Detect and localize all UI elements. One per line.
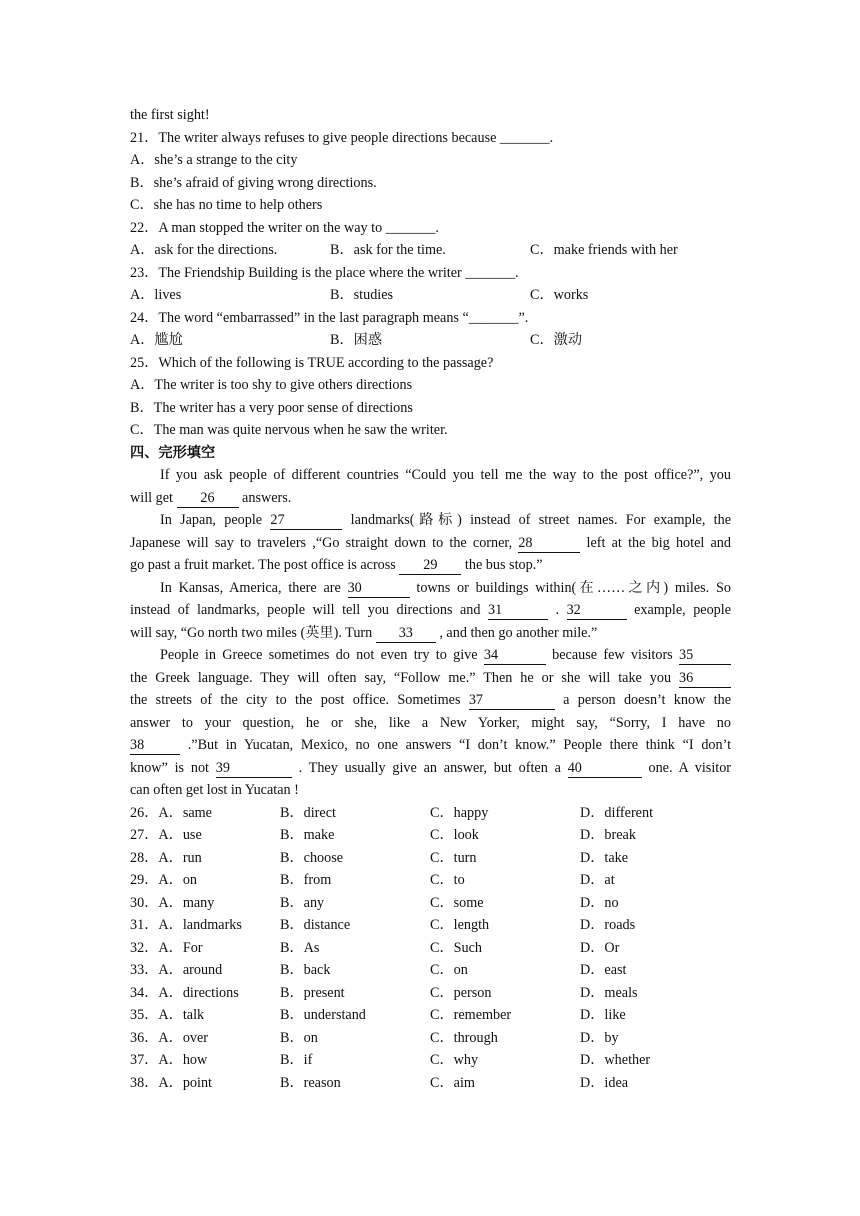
passage-text: left at the big hotel and <box>586 534 731 551</box>
cloze-option-b[interactable] <box>280 847 430 870</box>
passage-text: will say, “Go north two miles (英里). Turn <box>130 624 373 641</box>
passage-text: will get <box>130 489 173 506</box>
cloze-option-row <box>130 1004 731 1027</box>
passage-line <box>130 644 731 667</box>
blank-31[interactable]: 31 <box>488 602 548 620</box>
cloze-option-row <box>130 1072 731 1095</box>
passage-text: . They usually give an answer, but often a <box>298 759 561 776</box>
passage-line <box>130 577 731 600</box>
option-text: B．on <box>280 1029 318 1046</box>
cloze-option-c[interactable] <box>430 847 580 870</box>
passage-text: Japanese will say to travelers ,“Go straight down to the corner, <box>130 534 513 551</box>
passage-line <box>130 487 731 510</box>
option-text: B．distance <box>280 917 351 933</box>
question-number: 38． <box>130 1074 159 1091</box>
option-text: D．like <box>580 1007 626 1023</box>
passage-line <box>130 689 731 712</box>
cloze-option-d[interactable] <box>580 847 628 870</box>
option-text: A．point <box>158 1074 212 1091</box>
passage-text: instead of landmarks, people will tell you directions and <box>130 602 481 618</box>
cloze-option-b[interactable] <box>280 959 430 982</box>
cloze-option-b[interactable] <box>280 802 430 825</box>
passage-text: towns or buildings within(在……之内) miles. So <box>416 579 731 596</box>
option-text: C．Such <box>430 939 483 956</box>
blank-35[interactable]: 35 <box>679 647 731 665</box>
passage-line <box>130 509 731 532</box>
question-25-option-a: A．The writer is too shy to give others directions <box>130 377 413 393</box>
cloze-option-b[interactable] <box>280 914 430 937</box>
blank-33[interactable]: 33 <box>376 625 436 643</box>
option-text: C．some <box>430 894 484 911</box>
option-text: B．direct <box>280 804 336 821</box>
question-22-option-c: C．make friends with her <box>530 242 678 258</box>
option-text: D．take <box>580 849 629 866</box>
cloze-option-a[interactable] <box>130 869 280 892</box>
option-text: B．make <box>280 827 335 843</box>
cloze-option-a[interactable] <box>130 982 280 1005</box>
option-text: C．through <box>430 1029 498 1046</box>
question-21-option-a: A．she’s a strange to the city <box>130 152 298 168</box>
question-25-option-b: B．The writer has a very poor sense of directions <box>130 399 413 416</box>
previous-passage-ending: the first sight! <box>130 107 210 123</box>
question-23-option-b: B．studies <box>330 287 394 303</box>
cloze-option-row <box>130 1049 731 1072</box>
question-24-option-c: C．激动 <box>530 332 583 348</box>
option-text: C．aim <box>430 1074 475 1091</box>
option-text: D．Or <box>580 939 620 956</box>
passage-text: because few visitors <box>552 647 673 663</box>
cloze-option-a[interactable] <box>130 1027 280 1050</box>
passage-text: go past a fruit market. The post office is across <box>130 557 396 573</box>
cloze-option-d[interactable] <box>580 892 619 915</box>
cloze-option-a[interactable] <box>130 1049 280 1072</box>
option-text: C．length <box>430 917 490 933</box>
option-text: A．around <box>158 962 223 978</box>
blank-28[interactable]: 28 <box>518 535 580 553</box>
option-text: A．many <box>158 894 215 911</box>
question-number: 26． <box>130 804 159 821</box>
cloze-option-c[interactable] <box>430 1049 580 1072</box>
passage-text: the bus stop.” <box>464 557 543 573</box>
question-21-option-c: C．she has no time to help others <box>130 197 323 213</box>
blank-36[interactable]: 36 <box>679 670 731 688</box>
option-text: B．reason <box>280 1074 341 1091</box>
option-text: A．use <box>158 827 202 843</box>
passage-text: one. A visitor <box>648 759 731 776</box>
cloze-option-row <box>130 847 731 870</box>
option-text: C．turn <box>430 849 477 866</box>
cloze-option-c[interactable] <box>430 892 580 915</box>
option-text: C．person <box>430 984 492 1001</box>
blank-30[interactable]: 30 <box>348 580 410 598</box>
cloze-option-c[interactable] <box>430 937 580 960</box>
cloze-option-b[interactable] <box>280 1027 430 1050</box>
cloze-option-a[interactable] <box>130 892 280 915</box>
cloze-option-d[interactable] <box>580 1049 650 1072</box>
passage-line <box>130 667 731 690</box>
option-text: D．idea <box>580 1074 629 1091</box>
option-text: D．at <box>580 872 615 888</box>
cloze-option-a[interactable] <box>130 1004 280 1027</box>
question-23-option-c: C．works <box>530 287 589 303</box>
option-text: C．remember <box>430 1007 512 1023</box>
blank-39[interactable]: 39 <box>216 760 292 778</box>
question-number: 32． <box>130 939 159 956</box>
passage-text: .”But in Yucatan, Mexico, no one answers “I don’t know.” People there think “I don’t <box>187 737 731 753</box>
cloze-option-c[interactable] <box>430 802 580 825</box>
passage-line <box>130 734 731 757</box>
option-text: C．why <box>430 1052 479 1068</box>
option-text: D．by <box>580 1029 619 1046</box>
cloze-option-d[interactable] <box>580 1004 626 1027</box>
cloze-option-a[interactable] <box>130 824 280 847</box>
question-23-stem: 23．The Friendship Building is the place where the writer _______. <box>130 264 519 281</box>
blank-26[interactable]: 26 <box>177 490 239 508</box>
cloze-option-b[interactable] <box>280 1004 430 1027</box>
option-text: B．understand <box>280 1007 366 1023</box>
option-text: A．landmarks <box>158 917 242 933</box>
cloze-option-b[interactable] <box>280 1049 430 1072</box>
passage-text: If you ask people of different countries “Could you tell me the way to the post office?”, you <box>160 467 731 483</box>
blank-32[interactable]: 32 <box>567 602 627 620</box>
cloze-option-a[interactable] <box>130 959 280 982</box>
passage-text: the Greek language. They will often say, “Follow me.” Then he or she will take you <box>130 669 672 686</box>
question-number: 35． <box>130 1007 159 1023</box>
option-text: B．present <box>280 984 345 1001</box>
cloze-option-a[interactable] <box>130 1072 280 1095</box>
passage-text: landmarks(路标) instead of street names. For example, the <box>350 512 731 528</box>
passage-line <box>130 532 731 555</box>
blank-37[interactable]: 37 <box>469 692 555 710</box>
passage-text: , and then go another mile.” <box>439 624 598 641</box>
passage-text: answer to your question, he or she, like a New Yorker, might say, “Sorry, I have no <box>130 714 731 731</box>
passage-line <box>130 554 731 577</box>
cloze-option-row <box>130 869 731 892</box>
passage-text: can often get lost in Yucatan ! <box>130 782 299 798</box>
question-24-stem: 24．The word “embarrassed” in the last paragraph means “_______”. <box>130 309 529 326</box>
cloze-option-d[interactable] <box>580 982 638 1005</box>
document-page <box>130 104 731 1094</box>
option-text: D．east <box>580 962 627 978</box>
question-number: 36． <box>130 1029 159 1046</box>
cloze-option-d[interactable] <box>580 1072 628 1095</box>
option-text: B．choose <box>280 849 344 866</box>
question-number: 30． <box>130 894 159 911</box>
option-text: C．look <box>430 827 479 843</box>
question-24-option-a: A．尴尬 <box>130 332 183 348</box>
cloze-option-b[interactable] <box>280 869 430 892</box>
cloze-option-row <box>130 824 731 847</box>
question-25-option-c: C．The man was quite nervous when he saw the writer. <box>130 422 448 438</box>
option-text: D．meals <box>580 984 638 1001</box>
cloze-option-d[interactable] <box>580 914 635 937</box>
passage-text: example, people <box>634 602 731 618</box>
option-text: A．For <box>158 939 203 956</box>
cloze-options-list <box>130 802 731 1095</box>
cloze-option-d[interactable] <box>580 937 619 960</box>
option-text: D．roads <box>580 917 636 933</box>
option-text: C．on <box>430 962 468 978</box>
blank-27[interactable]: 27 <box>270 512 342 530</box>
cloze-option-c[interactable] <box>430 1004 580 1027</box>
passage-text: know” is not <box>130 759 209 776</box>
blank-29[interactable]: 29 <box>399 557 461 575</box>
cloze-option-row <box>130 959 731 982</box>
question-number: 37． <box>130 1052 159 1068</box>
cloze-option-row <box>130 914 731 937</box>
cloze-option-row <box>130 982 731 1005</box>
cloze-option-c[interactable] <box>430 1072 580 1095</box>
passage-text: . <box>555 602 560 618</box>
option-text: A．directions <box>158 984 239 1001</box>
cloze-option-row <box>130 892 731 915</box>
cloze-option-c[interactable] <box>430 1027 580 1050</box>
question-number: 28． <box>130 849 159 866</box>
option-text: D．no <box>580 894 619 911</box>
option-text: B．from <box>280 872 332 888</box>
option-text: A．run <box>158 849 202 866</box>
cloze-option-b[interactable] <box>280 982 430 1005</box>
blank-34[interactable]: 34 <box>484 647 546 665</box>
question-22-option-b: B．ask for the time. <box>330 242 446 258</box>
cloze-option-row <box>130 937 731 960</box>
passage-text: a person doesn’t know the <box>563 692 731 708</box>
section-heading: 四、完形填空 <box>130 444 216 461</box>
cloze-option-a[interactable] <box>130 937 280 960</box>
cloze-option-c[interactable] <box>430 982 580 1005</box>
passage-text: In Kansas, America, there are <box>160 579 341 596</box>
question-21-option-b: B．she’s afraid of giving wrong directions. <box>130 174 377 191</box>
question-21-stem: 21．The writer always refuses to give people directions because _______. <box>130 129 554 146</box>
question-23-option-a: A．lives <box>130 287 182 303</box>
cloze-option-c[interactable] <box>430 824 580 847</box>
cloze-option-a[interactable] <box>130 802 280 825</box>
cloze-option-c[interactable] <box>430 914 580 937</box>
question-22-options <box>130 239 731 262</box>
cloze-option-a[interactable] <box>130 847 280 870</box>
cloze-option-b[interactable] <box>280 1072 430 1095</box>
cloze-option-c[interactable] <box>430 869 580 892</box>
question-22-option-a: A．ask for the directions. <box>130 242 278 258</box>
passage-line <box>130 622 731 645</box>
passage-text: People in Greece sometimes do not even try to give <box>160 647 478 663</box>
cloze-option-b[interactable] <box>280 937 430 960</box>
option-text: B．if <box>280 1052 313 1068</box>
question-number: 31． <box>130 917 159 933</box>
cloze-option-row <box>130 802 731 825</box>
question-23-options <box>130 284 731 307</box>
option-text: B．back <box>280 962 331 978</box>
cloze-option-b[interactable] <box>280 824 430 847</box>
cloze-option-a[interactable] <box>130 914 280 937</box>
option-text: A．over <box>158 1029 209 1046</box>
option-text: B．As <box>280 939 320 956</box>
option-text: A．same <box>158 804 212 821</box>
option-text: B．any <box>280 894 325 911</box>
cloze-option-d[interactable] <box>580 959 627 982</box>
question-24-option-b: B．困惑 <box>330 332 383 348</box>
cloze-option-b[interactable] <box>280 892 430 915</box>
option-text: D．break <box>580 827 636 843</box>
option-text: A．how <box>158 1052 208 1068</box>
cloze-option-c[interactable] <box>430 959 580 982</box>
passage-line <box>130 464 731 487</box>
cloze-option-row <box>130 1027 731 1050</box>
option-text: A．on <box>158 872 198 888</box>
passage-line <box>130 757 731 780</box>
passage-text: In Japan, people <box>160 512 263 528</box>
passage-text: the streets of the city to the post office. Sometimes <box>130 692 461 708</box>
option-text: D．whether <box>580 1052 651 1068</box>
blank-40[interactable]: 40 <box>568 760 642 778</box>
question-number: 33． <box>130 962 159 978</box>
option-text: A．talk <box>158 1007 205 1023</box>
question-number: 29． <box>130 872 159 888</box>
option-text: D．different <box>580 804 654 821</box>
question-number: 27． <box>130 827 159 843</box>
question-number: 34． <box>130 984 159 1001</box>
question-22-stem: 22．A man stopped the writer on the way to _______. <box>130 219 439 236</box>
question-24-options <box>130 329 731 352</box>
passage-line <box>130 712 731 735</box>
blank-38[interactable]: 38 <box>130 737 180 755</box>
option-text: C．to <box>430 872 465 888</box>
question-25-stem: 25．Which of the following is TRUE according to the passage? <box>130 354 494 371</box>
cloze-option-d[interactable] <box>580 1027 619 1050</box>
cloze-option-d[interactable] <box>580 802 653 825</box>
passage-text: answers. <box>242 489 292 506</box>
passage-line <box>130 599 731 622</box>
cloze-option-d[interactable] <box>580 824 636 847</box>
passage-line <box>130 779 731 802</box>
option-text: C．happy <box>430 804 489 821</box>
cloze-option-d[interactable] <box>580 869 615 892</box>
